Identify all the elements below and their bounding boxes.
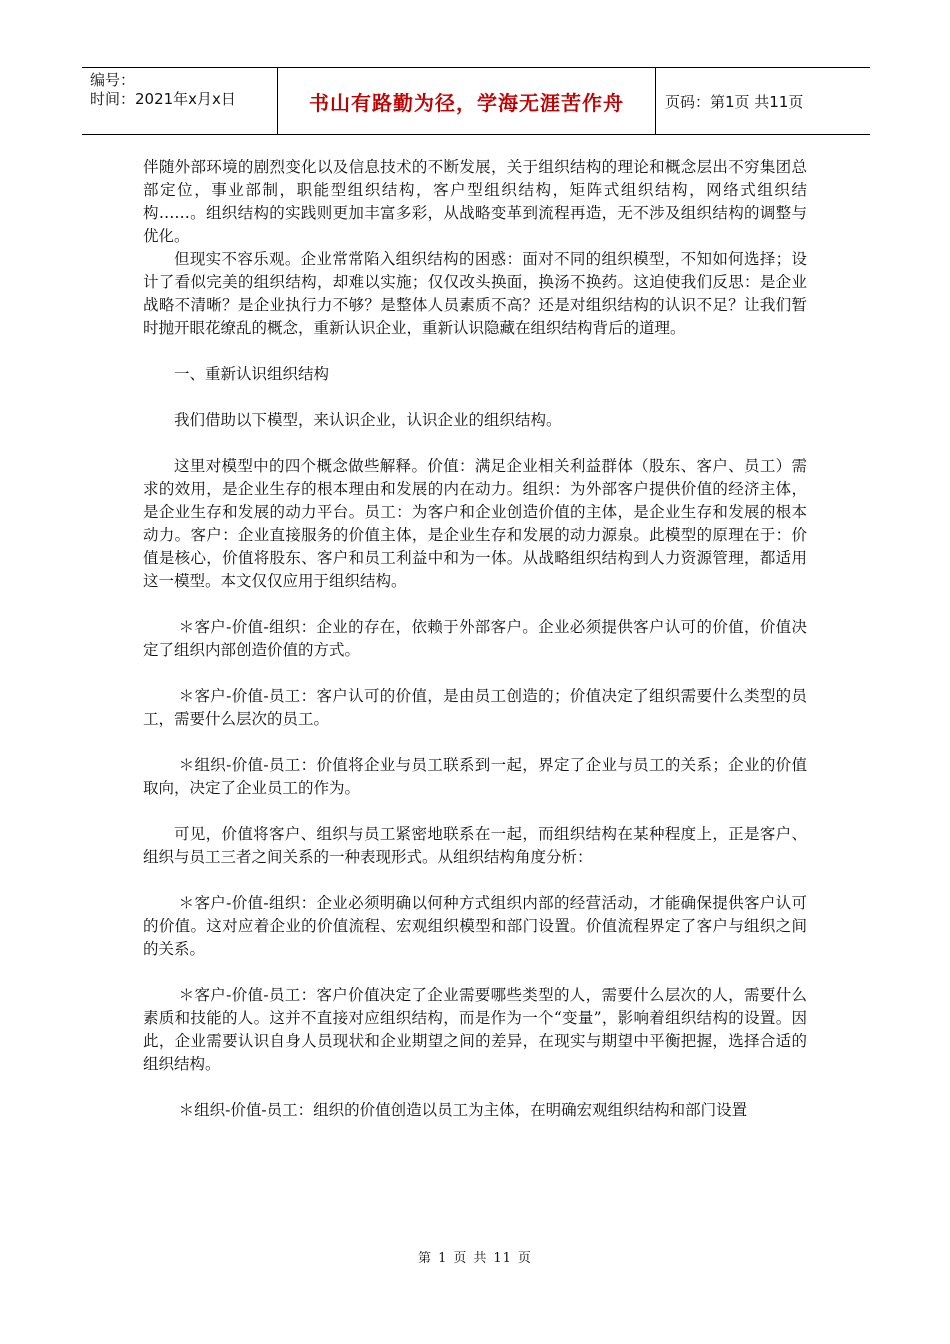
section-heading: 一、重新认识组织结构 <box>174 365 330 383</box>
footer-word-ye-2: 页 <box>517 1251 532 1266</box>
list-item-analysis-org-employee: ＊组织-价值-员工：组织的价值创造以员工为主体，在明确宏观组织结构和部门设置 <box>178 1101 748 1119</box>
header-motto-cell <box>278 68 656 134</box>
footer-word-gong: 共 <box>473 1251 488 1266</box>
header-meta <box>82 68 278 134</box>
header-motto: 书山有路勤为径，学海无涯苦作舟 <box>309 90 624 115</box>
page-info-label: 页码：第1页 共11页 <box>665 92 804 111</box>
paragraph-model-explanation: 这里对模型中的四个概念做些解释。价值：满足企业相关利益群体（股东、客户、员工）需求的效用，是企业生存的根本理由和发展的内在动力。组织：为外部客户提供价值的经济主体，是企业生存和发展的动力平台。员工：为客户和企业创造价值的主体，是企业生存和发展的根本动力。客户：企业直接服务的价值主体，是企业生存和发展的动力源泉。此模型的原理在于：价值是核心，价值将股东、客户和员工利益中和为一体。从战略组织结构到人力资源管理，都适用这一模型。本文仅仅应用于组织结构。 <box>143 457 807 590</box>
paragraph-intro: 伴随外部环境的剧烈变化以及信息技术的不断发展，关于组织结构的理论和概念层出不穷集团总部定位，事业部制，职能型组织结构，客户型组织结构，矩阵式组织结构，网络式组织结构……。组织结构的实践则更加丰富多彩，从战略变革到流程再造，无不涉及组织结构的调整与优化。 <box>143 158 807 245</box>
header-page-info <box>656 68 870 134</box>
footer-page-number: 1 <box>438 1251 448 1266</box>
paragraph-model-intro: 我们借助以下模型，来认识企业，认识企业的组织结构。 <box>174 411 562 429</box>
page-footer <box>0 1247 950 1266</box>
paragraph-problem: 但现实不容乐观。企业常常陷入组织结构的困惑：面对不同的组织模型，不知如何选择；设计了看似完美的组织结构，却难以实施；仅仅改头换面，换汤不换药。这迫使我们反思：是企业战略不清晰？是企业执行力不够？是整体人员素质不高？还是对组织结构的认识不足？让我们暂时抛开眼花缭乱的概念，重新认识企业，重新认识隐藏在组织结构背后的道理。 <box>143 250 807 337</box>
list-item-analysis-customer-employee: ＊客户-价值-员工：客户价值决定了企业需要哪些类型的人，需要什么层次的人，需要什么素质和技能的人。这并不直接对应组织结构，而是作为一个“变量”，影响着组织结构的设置。因此，企业需要认识自身人员现状和企业期望之间的差异，在现实与期望中平衡把握，选择合适的组织结构。 <box>143 986 807 1073</box>
list-item-analysis-customer-org: ＊客户-价值-组织：企业必须明确以何种方式组织内部的经营活动，才能确保提供客户认可的价值。这对应着企业的价值流程、宏观组织模型和部门设置。价值流程界定了客户与组织之间的关系。 <box>143 894 807 958</box>
paragraph-analysis: 可见，价值将客户、组织与员工紧密地联系在一起，而组织结构在某种程度上，正是客户、组织与员工三者之间关系的一种表现形式。从组织结构角度分析： <box>143 825 807 866</box>
footer-total-pages: 11 <box>493 1251 512 1266</box>
list-item-customer-employee: ＊客户-价值-员工：客户认可的价值，是由员工创造的；价值决定了组织需要什么类型的员工，需要什么层次的员工。 <box>143 687 807 728</box>
footer-word-ye: 页 <box>453 1251 468 1266</box>
footer-word-di: 第 <box>418 1251 433 1266</box>
serial-label: 编号： <box>90 71 136 89</box>
list-item-org-employee: ＊组织-价值-员工：价值将企业与员工联系到一起，界定了企业与员工的关系；企业的价值取向，决定了企业员工的作为。 <box>143 756 807 797</box>
list-item-customer-org: ＊客户-价值-组织：企业的存在，依赖于外部客户。企业必须提供客户认可的价值，价值决定了组织内部创造价值的方式。 <box>143 618 807 659</box>
time-label: 时间：2021年x月x日 <box>90 90 236 108</box>
document-body <box>143 156 807 1122</box>
page-header <box>82 67 870 135</box>
